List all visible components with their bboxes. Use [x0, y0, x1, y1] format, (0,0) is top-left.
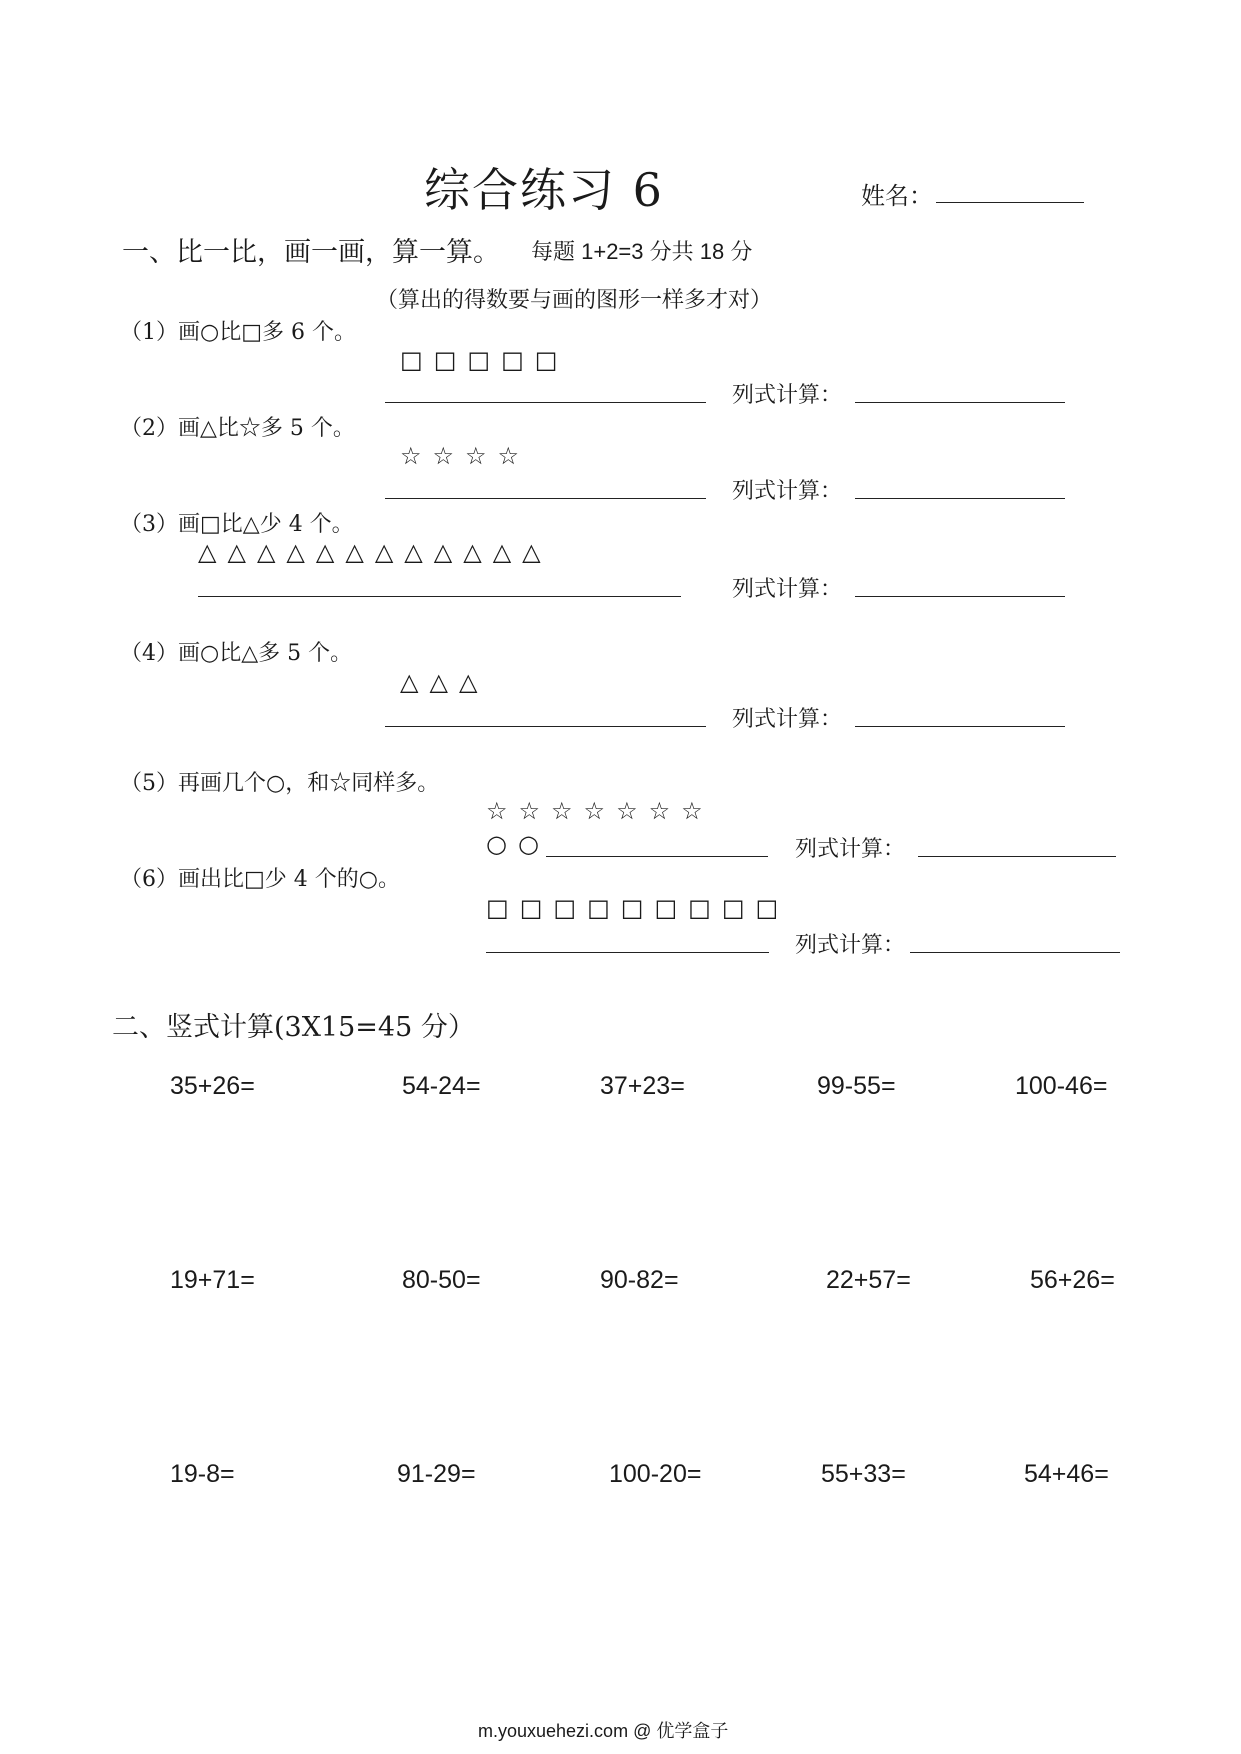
square-shape: □: [501, 346, 524, 374]
question-5-answer-line[interactable]: [918, 856, 1116, 857]
square-shape: □: [519, 894, 543, 922]
star-shape: ☆: [551, 797, 573, 825]
circle-shape: ○: [517, 830, 539, 858]
triangle-shape: △: [374, 538, 394, 566]
question-6-shapes: [486, 894, 789, 922]
question-5-draw-line[interactable]: [546, 856, 768, 857]
star-shape: ☆: [583, 797, 606, 825]
equation: 100-46=: [1015, 1072, 1108, 1100]
equation: 100-20=: [609, 1460, 702, 1488]
triangle-shape: △: [463, 538, 482, 566]
star-shape: ☆: [465, 442, 487, 470]
question-2-label: （2）画△比☆多 5 个。: [120, 416, 355, 441]
square-shape: □: [587, 894, 610, 922]
question-1-label: （1）画○比□多 6 个。: [120, 320, 356, 345]
star-shape: ☆: [432, 442, 455, 470]
equation: 55+33=: [821, 1460, 906, 1488]
question-6-draw-line[interactable]: [486, 952, 769, 953]
question-4-draw-line[interactable]: [385, 726, 706, 727]
question-3-label: （3）画□比△少 4 个。: [120, 512, 354, 537]
section1-score: 每题 1+2=3 分共 18 分: [531, 239, 753, 264]
square-shape: □: [467, 346, 491, 374]
section1-note: （算出的得数要与画的图形一样多才对）: [376, 288, 773, 313]
square-shape: □: [755, 894, 779, 922]
triangle-shape: △: [400, 668, 419, 696]
square-shape: □: [620, 894, 644, 922]
question-5-given-circles: [486, 830, 550, 858]
section2-heading: 二、竖式计算(3X15=45 分）: [112, 1012, 475, 1043]
equation: 19+71=: [170, 1266, 255, 1294]
star-shape: ☆: [400, 442, 422, 470]
equation: 80-50=: [402, 1266, 481, 1294]
question-1-shapes: [400, 346, 568, 374]
question-1-calc-label: 列式计算：: [732, 383, 843, 408]
square-shape: □: [433, 346, 457, 374]
equation: 91-29=: [397, 1460, 476, 1488]
triangle-shape: △: [315, 538, 335, 566]
equation: 54-24=: [402, 1072, 481, 1100]
question-3-draw-line[interactable]: [198, 596, 681, 597]
equation: 35+26=: [170, 1072, 255, 1100]
square-shape: □: [654, 894, 678, 922]
square-shape: □: [721, 894, 745, 922]
square-shape: □: [400, 346, 423, 374]
triangle-shape: △: [286, 538, 305, 566]
star-shape: ☆: [616, 797, 638, 825]
question-1-answer-line[interactable]: [855, 402, 1065, 403]
question-3-calc-label: 列式计算：: [732, 577, 843, 602]
triangle-shape: △: [404, 538, 423, 566]
page-title: 综合练习 6: [424, 163, 664, 217]
question-4-shapes: [400, 668, 488, 696]
triangle-shape: △: [345, 538, 364, 566]
square-shape: □: [688, 894, 711, 922]
question-1-draw-line[interactable]: [385, 402, 706, 403]
question-2-shapes: [400, 442, 530, 470]
equation: 99-55=: [817, 1072, 896, 1100]
question-3-answer-line[interactable]: [855, 596, 1065, 597]
equation: 37+23=: [600, 1072, 685, 1100]
question-2-calc-label: 列式计算：: [732, 479, 843, 504]
star-shape: ☆: [681, 797, 703, 825]
question-5-calc-label: 列式计算：: [795, 837, 906, 862]
name-field[interactable]: [936, 202, 1084, 203]
star-shape: ☆: [486, 797, 508, 825]
question-6-label: （6）画出比□少 4 个的○。: [120, 867, 400, 892]
equation: 22+57=: [826, 1266, 911, 1294]
question-2-draw-line[interactable]: [385, 498, 706, 499]
triangle-shape: △: [198, 538, 217, 566]
equation: 90-82=: [600, 1266, 679, 1294]
star-shape: ☆: [648, 797, 671, 825]
triangle-shape: △: [429, 668, 448, 696]
square-shape: □: [553, 894, 577, 922]
triangle-shape: △: [227, 538, 246, 566]
question-4-label: （4）画○比△多 5 个。: [120, 641, 353, 666]
question-4-calc-label: 列式计算：: [732, 707, 843, 732]
equation: 19-8=: [170, 1460, 235, 1488]
question-3-shapes: [198, 538, 552, 566]
equation: 56+26=: [1030, 1266, 1115, 1294]
triangle-shape: △: [256, 538, 276, 566]
star-shape: ☆: [497, 442, 520, 470]
question-5-shapes: [486, 797, 714, 825]
square-shape: □: [486, 894, 509, 922]
triangle-shape: △: [522, 538, 541, 566]
equation: 54+46=: [1024, 1460, 1109, 1488]
question-6-calc-label: 列式计算：: [795, 933, 906, 958]
name-label: 姓名：: [861, 182, 933, 210]
question-4-answer-line[interactable]: [855, 726, 1065, 727]
triangle-shape: △: [433, 538, 453, 566]
question-5-label: （5）再画几个○，和☆同样多。: [120, 771, 440, 796]
star-shape: ☆: [518, 797, 541, 825]
section1-heading: 一、比一比，画一画，算一算。: [122, 237, 500, 268]
question-6-answer-line[interactable]: [910, 952, 1120, 953]
square-shape: □: [534, 346, 558, 374]
footer-watermark: m.youxuehezi.com @ 优学盒子: [478, 1721, 729, 1741]
question-2-answer-line[interactable]: [855, 498, 1065, 499]
triangle-shape: △: [492, 538, 512, 566]
triangle-shape: △: [458, 668, 478, 696]
circle-shape: ○: [486, 830, 507, 858]
